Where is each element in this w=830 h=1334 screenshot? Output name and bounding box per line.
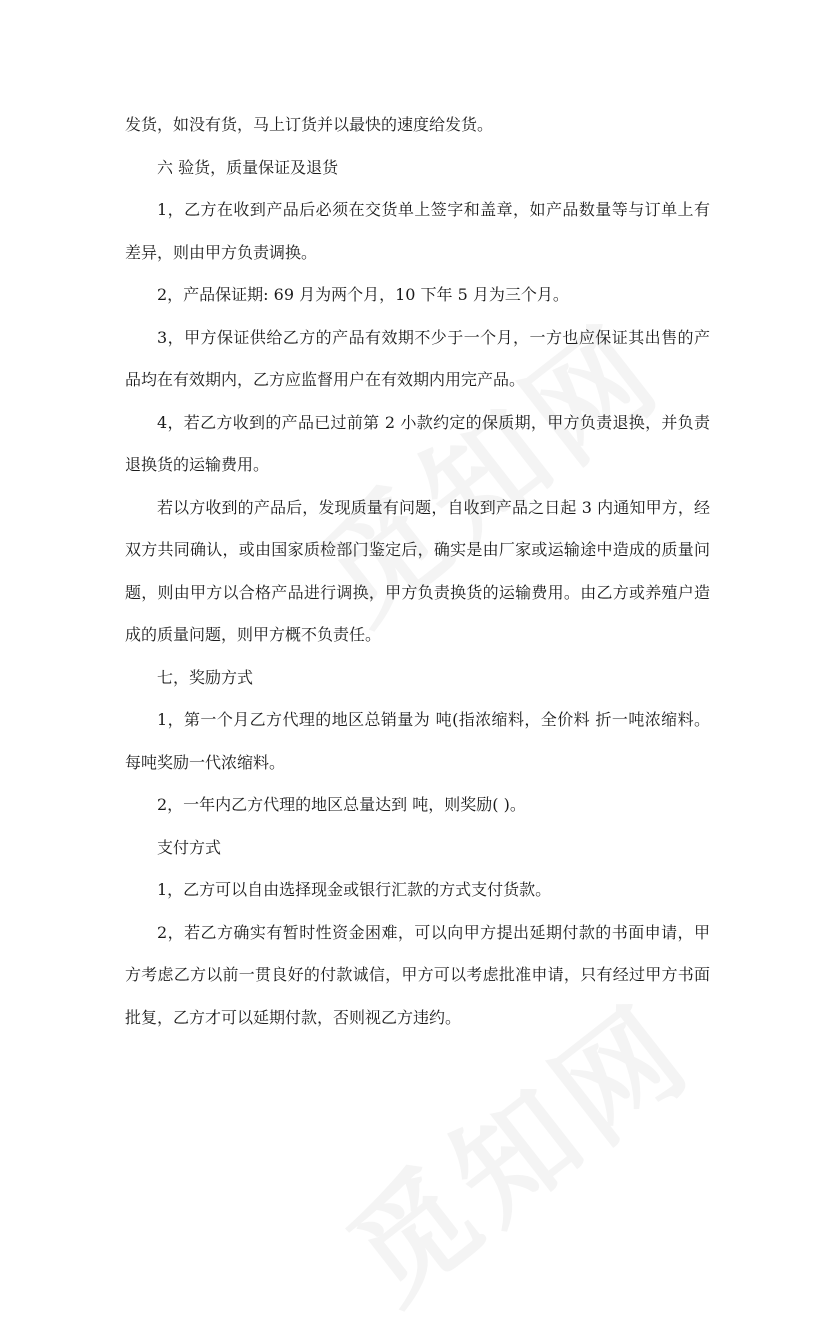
section-heading-7: 七，奖励方式 bbox=[157, 667, 254, 687]
clause-7-2: 2，一年内乙方代理的地区总量达到 吨，则奖励( )。 bbox=[157, 795, 526, 814]
clause-6-4: 4，若乙方收到的产品已过前第 2 小款约定的保质期，甲方负责退换，并负责退换货的运输费用。 bbox=[125, 412, 710, 474]
clause-6-quality: 若以方收到的产品后，发现质量有问题，自收到产品之日起 3 内通知甲方，经双方共同确认，或由国家质检部门鉴定后，确实是由厂家或运输途中造成的质量问题，则由甲方以合格产品进行调换，甲方负责换货的运输费用。由乙方或养殖户造成的质量问题，则甲方概不负责任。 bbox=[125, 497, 710, 644]
section-heading-payment: 支付方式 bbox=[157, 837, 222, 857]
section-heading-6: 六 验货，质量保证及退货 bbox=[157, 157, 339, 177]
clause-6-1: 1，乙方在收到产品后必须在交货单上签字和盖章，如产品数量等与订单上有差异，则由甲方负责调换。 bbox=[125, 200, 710, 262]
clause-6-3: 3，甲方保证供给乙方的产品有效期不少于一个月，一方也应保证其出售的产品均在有效期内，乙方应监督用户在有效期内用完产品。 bbox=[125, 327, 710, 389]
paragraph-continuation: 发货，如没有货，马上订货并以最快的速度给发货。 bbox=[125, 115, 494, 134]
clause-payment-1: 1，乙方可以自由选择现金或银行汇款的方式支付货款。 bbox=[157, 880, 552, 899]
clause-7-1: 1，第一个月乙方代理的地区总销量为 吨(指浓缩料，全价料 折一吨浓缩料。每吨奖励一代浓缩料。 bbox=[125, 710, 710, 772]
clause-6-2: 2，产品保证期: 69 月为两个月，10 下年 5 月为三个月。 bbox=[157, 285, 569, 304]
clause-payment-2: 2，若乙方确实有暂时性资金困难，可以向甲方提出延期付款的书面申请，甲方考虑乙方以前一贯良好的付款诚信，甲方可以考虑批准申请，只有经过甲方书面批复，乙方才可以延期付款，否则视乙方违约。 bbox=[125, 922, 710, 1027]
document-body bbox=[125, 104, 710, 1039]
